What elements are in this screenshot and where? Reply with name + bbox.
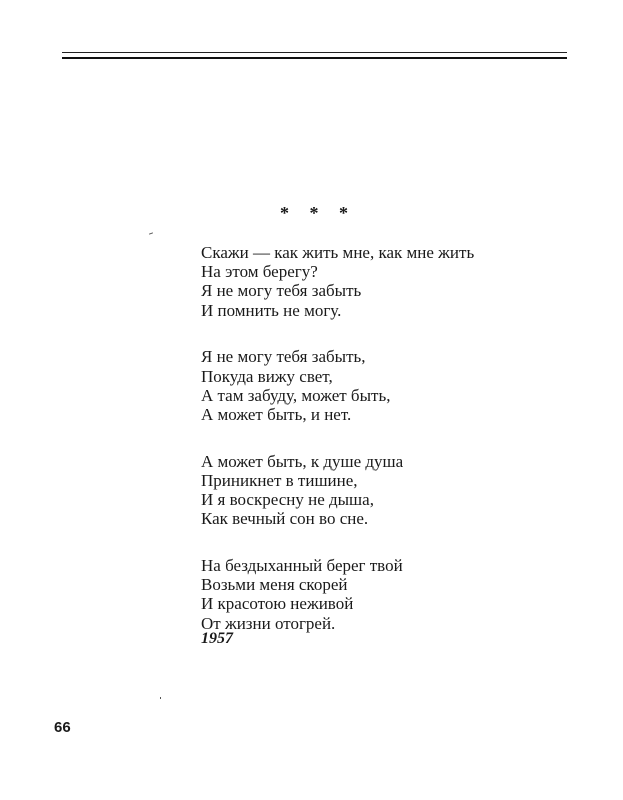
print-speck — [149, 232, 153, 234]
poem-line: Я не могу тебя забыть — [201, 281, 362, 301]
poem-line: Возьми меня скорей — [201, 575, 348, 595]
poem-line: От жизни отогрей. — [201, 613, 336, 633]
poem-line: А может быть, и нет. — [201, 404, 352, 424]
poem-line: А там забуду, может быть, — [201, 385, 391, 405]
stanza-1 — [201, 243, 601, 320]
poem-line: И красотою неживой — [201, 594, 354, 614]
top-rule-thick — [62, 57, 567, 59]
poem-line: А может быть, к душе душа — [201, 451, 404, 471]
poem-line: Покуда вижу свет, — [201, 366, 333, 386]
poem-line: Приникнет в тишине, — [201, 470, 358, 490]
poem-line: И помнить не могу. — [201, 300, 342, 320]
top-rule-thin — [62, 52, 567, 53]
section-separator: * * * — [280, 203, 356, 223]
print-speck — [160, 697, 161, 699]
poem-line: Я не могу тебя забыть, — [201, 347, 366, 367]
stanza-3 — [201, 452, 601, 529]
stanza-4 — [201, 556, 601, 633]
stanza-2 — [201, 347, 601, 424]
poem — [201, 243, 601, 660]
poem-line: Как вечный сон во сне. — [201, 509, 369, 529]
page-number: 66 — [54, 719, 71, 736]
poem-line: И я воскресну не дыша, — [201, 490, 374, 510]
poem-line: Скажи — как жить мне, как мне жить — [201, 243, 475, 262]
poem-line: На этом берегу? — [201, 262, 318, 282]
poem-line: На бездыханный берег твой — [201, 555, 403, 575]
poem-year: 1957 — [201, 630, 233, 647]
